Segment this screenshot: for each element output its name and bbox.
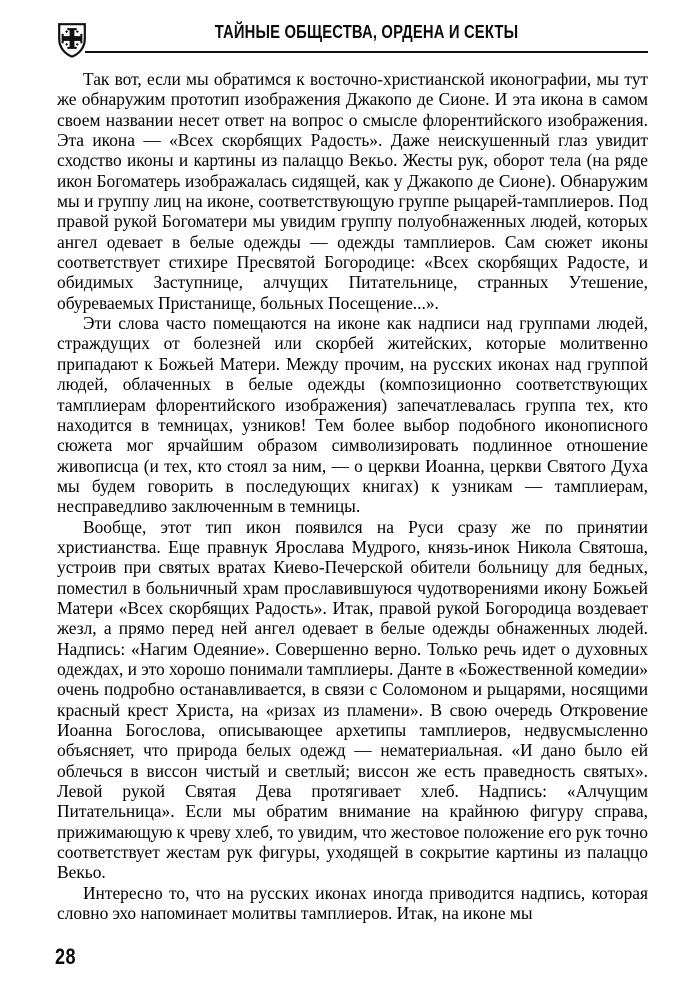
body-text-column <box>57 69 648 923</box>
header-divider <box>85 51 648 53</box>
page-title: ТАЙНЫЕ ОБЩЕСТВА, ОРДЕНА И СЕКТЫ <box>214 21 519 42</box>
paragraph: Вообще, этот тип икон появился на Руси сразу же по принятии христианства. Еще правнук Ярослава Мудрого, князь-инок Никола Святоша, устроив при святых вратах Киево-Печерской обители больницу для бедных, поместил в больничный храм прославившуюся чудотворениями икону Божьей Матери «Всех скорбящих Радость». Итак, правой рукой Богородица воздевает жезл, а прямо перед ней ангел одевает в белые одежды обнаженных людей. Надпись: «Нагим Одеяние». Совершенно верно. Только речь идет о духовных одеждах, и это хорошо понимали тамплиеры. Данте в «Божественной комедии» очень подробно останавливается, в связи с Соломоном и рыцарями, носящими красный крест Христа, на «ризах из пламени». В свою очередь Откровение Иоанна Богослова, описывающее архетипы тамплиеров, недвусмысленно объясняет, что природа белых одежд — нематериальная. «И дано было ей облечься в виссон чистый и светлый; виссон же есть праведность святых». Левой рукой Святая Дева протягивает хлеб. Надпись: «Алчущим Питательница». Если мы обратим внимание на крайнюю фигуру справа, прижимающую к чреву хлеб, то увидим, что жестовое положение его рук точно соответствует жестам рук фигуры, уходящей в сокрытие картины из палаццо Векьо. <box>57 516 648 883</box>
running-head <box>0 18 698 62</box>
paragraph: Эти слова часто помещаются на иконе как надписи над группами людей, страждущих от болезней или скорбей житейских, которые молитвенно припадают к Божьей Матери. Между прочим, на русских иконах над группой людей, облаченных в белые одежды (композиционно соответствующих тамплиерам флорентийского изображения) запечатлевалась группа тех, кто находится в темницах, узников! Тем более выбор подобного иконописного сюжета мог ярчайшим образом символизировать подлинное отношение живописца (и тех, кто стоял за ним, — о церкви Иоанна, церкви Святого Духа мы будем говорить в последующих книгах) к узникам — тамплиерам, несправедливо заключенным в темницы. <box>57 313 648 517</box>
paragraph: Так вот, если мы обратимся к восточно-христианской иконографии, мы тут же обнаружим прототип изображения Джакопо де Сионе. И эта икона в самом своем названии несет ответ на вопрос о смысле флорентийского изображения. Эта икона — «Всех скорбящих Радость». Даже неискушенный глаз увидит сходство иконы и картины из палаццо Векьо. Жесты рук, оборот тела (на ряде икон Богоматерь изображалась сидящей, как у Джакопо де Сионе). Обнаружим мы и группу лиц на иконе, соответствующую группе рыцарей-тамплиеров. Под правой рукой Богоматери мы увидим группу полуобнаженных людей, которых ангел одевает в белые одежды — одежды тамплиеров. Сам сюжет иконы соответствует стихире Пресвятой Богородице: «Всех скорбящих Радосте, и обидимых Заступнице, алчущих Питательнице, странных Утешение, обуреваемых Пристанище, больных Посещение...». <box>57 69 648 313</box>
paragraph: Интересно то, что на русских иконах иногда приводится надпись, которая словно эхо напоминает молитвы тамплиеров. Итак, на иконе мы <box>57 882 648 924</box>
jerusalem-cross-shield-icon <box>57 22 87 58</box>
page-number: 28 <box>55 944 76 969</box>
